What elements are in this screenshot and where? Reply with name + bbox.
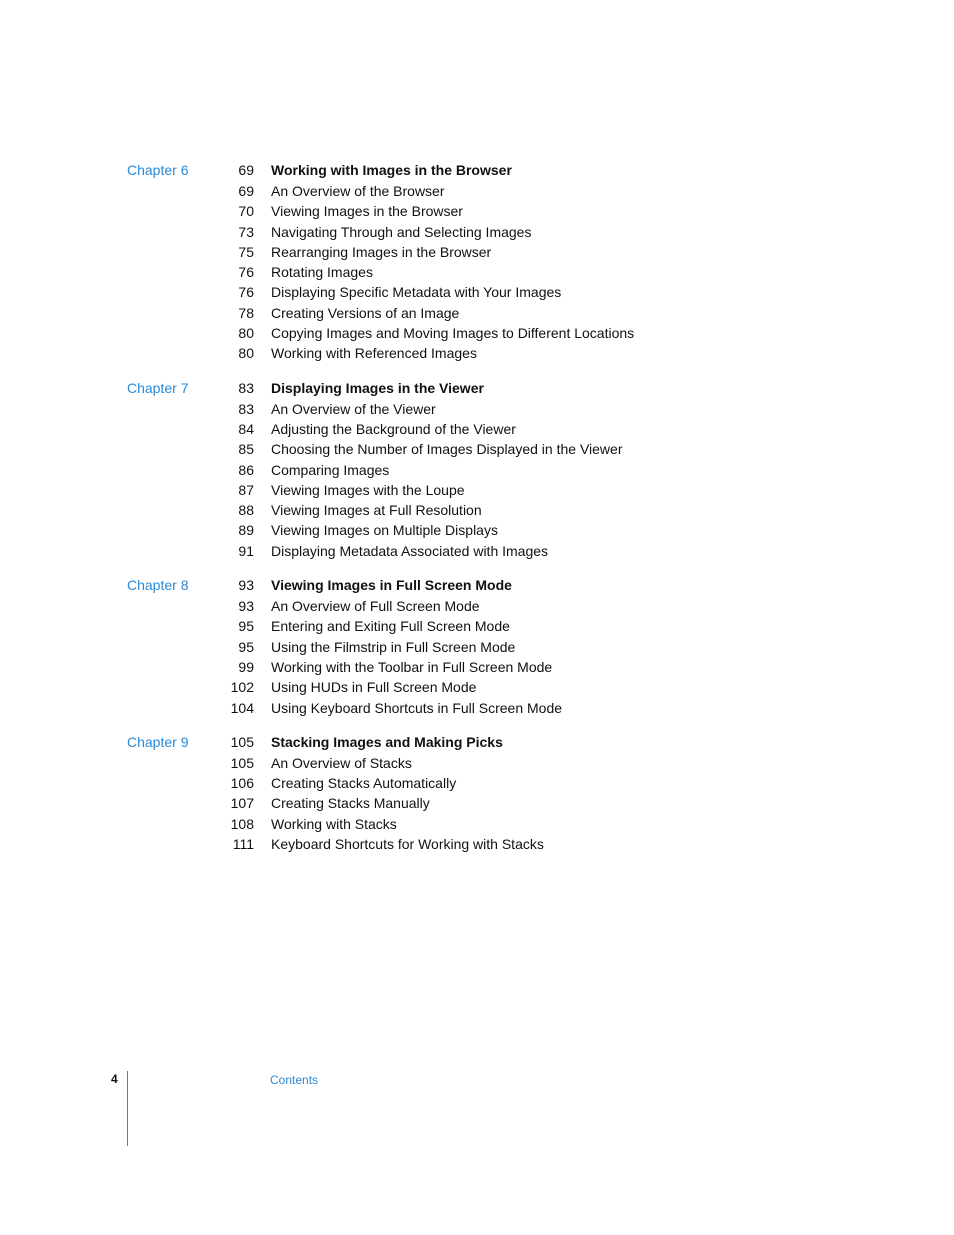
- chapter-label[interactable]: Chapter 9: [127, 733, 189, 750]
- toc-entry-row[interactable]: [0, 460, 954, 480]
- toc-entry-row[interactable]: [0, 419, 954, 439]
- toc-page-number: 80: [238, 325, 254, 342]
- toc-entry-title[interactable]: Rearranging Images in the Browser: [271, 243, 492, 260]
- chapter-label[interactable]: Chapter 7: [127, 379, 189, 396]
- chapter-title[interactable]: Viewing Images in Full Screen Mode: [271, 577, 512, 594]
- toc-page-number: 69: [238, 183, 254, 199]
- toc-page-number: 86: [238, 461, 254, 478]
- toc-entry-title[interactable]: Using the Filmstrip in Full Screen Mode: [271, 638, 516, 655]
- toc-page-number: 75: [238, 243, 254, 260]
- chapter-title[interactable]: Stacking Images and Making Picks: [271, 733, 503, 750]
- toc-entry-row[interactable]: [0, 814, 954, 834]
- toc-entry-row[interactable]: [0, 657, 954, 677]
- toc-entry-row[interactable]: [0, 282, 954, 302]
- toc-page-number: 78: [238, 304, 254, 321]
- toc-page-number: 99: [238, 658, 254, 675]
- toc-entry-title[interactable]: Viewing Images at Full Resolution: [271, 502, 482, 519]
- toc-entry-row[interactable]: [0, 262, 954, 282]
- toc-entry-title[interactable]: Comparing Images: [271, 461, 390, 478]
- chapter-section: [0, 575, 954, 718]
- toc-entry-row[interactable]: [0, 834, 954, 854]
- toc-entry-title[interactable]: Copying Images and Moving Images to Different Locations: [271, 325, 635, 342]
- toc-entry-title[interactable]: Working with Referenced Images: [271, 345, 477, 362]
- toc-entry-title[interactable]: Viewing Images with the Loupe: [271, 481, 465, 498]
- toc-entry-row[interactable]: [0, 637, 954, 657]
- toc-page-number: 69: [238, 162, 254, 178]
- toc-page-number: 87: [238, 481, 254, 498]
- toc-page-number: 83: [238, 379, 254, 396]
- toc-page-number: 76: [238, 264, 254, 281]
- chapter-heading-row[interactable]: [0, 378, 954, 399]
- toc-page-number: 85: [238, 441, 254, 458]
- toc-entry-title[interactable]: Rotating Images: [271, 264, 373, 281]
- toc-entry-row[interactable]: [0, 793, 954, 813]
- toc-entry-row[interactable]: [0, 698, 954, 718]
- toc-entry-row[interactable]: [0, 222, 954, 242]
- toc-entry-row[interactable]: [0, 616, 954, 636]
- toc-entry-row[interactable]: [0, 541, 954, 561]
- toc-entry-row[interactable]: [0, 303, 954, 323]
- toc-entry-title[interactable]: Working with the Toolbar in Full Screen Mode: [271, 658, 553, 675]
- toc-entry-row[interactable]: [0, 480, 954, 500]
- chapter-heading-row[interactable]: [0, 575, 954, 596]
- chapter-label[interactable]: Chapter 8: [127, 577, 189, 594]
- toc-page-number: 91: [238, 542, 254, 559]
- table-of-contents: [0, 160, 954, 854]
- chapter-heading-row[interactable]: [0, 732, 954, 753]
- toc-page-number: 105: [230, 754, 254, 771]
- chapter-section: [0, 378, 954, 561]
- chapter-title[interactable]: Displaying Images in the Viewer: [271, 379, 484, 396]
- toc-entry-title[interactable]: Using Keyboard Shortcuts in Full Screen Mode: [271, 699, 563, 716]
- toc-page-number: 88: [238, 502, 254, 519]
- toc-entry-row[interactable]: [0, 677, 954, 697]
- toc-page-number: 76: [238, 284, 254, 301]
- toc-entry-row[interactable]: [0, 500, 954, 520]
- toc-page-number: 111: [232, 836, 254, 853]
- toc-entry-row[interactable]: [0, 596, 954, 616]
- toc-entry-title[interactable]: Using HUDs in Full Screen Mode: [271, 679, 477, 696]
- toc-entry-row[interactable]: [0, 753, 954, 773]
- page-number: 4: [111, 1072, 118, 1086]
- toc-page-number: 108: [230, 815, 254, 832]
- footer-divider: [127, 1071, 128, 1146]
- toc-entry-title[interactable]: Working with Stacks: [271, 815, 397, 832]
- chapter-section: [0, 732, 954, 854]
- toc-page-number: 95: [238, 638, 254, 655]
- toc-page-number: 95: [238, 618, 254, 635]
- toc-entry-row[interactable]: [0, 242, 954, 262]
- toc-entry-row[interactable]: [0, 323, 954, 343]
- toc-entry-title[interactable]: Choosing the Number of Images Displayed in the Viewer: [271, 441, 623, 458]
- toc-entry-title[interactable]: An Overview of the Browser: [271, 183, 445, 199]
- toc-entry-row[interactable]: [0, 439, 954, 459]
- toc-entry-title[interactable]: Navigating Through and Selecting Images: [271, 223, 532, 240]
- toc-entry-row[interactable]: [0, 520, 954, 540]
- toc-entry-title[interactable]: An Overview of the Viewer: [271, 400, 436, 417]
- toc-page-number: 107: [230, 795, 254, 812]
- toc-page-number: 104: [230, 699, 254, 716]
- toc-page-number: 80: [238, 345, 254, 362]
- toc-page-number: 73: [238, 223, 254, 240]
- toc-entry-title[interactable]: Creating Versions of an Image: [271, 304, 460, 321]
- toc-entry-title[interactable]: Viewing Images on Multiple Displays: [271, 522, 498, 539]
- chapter-section: [0, 160, 954, 364]
- chapter-heading-row[interactable]: [0, 160, 954, 181]
- toc-entry-row[interactable]: [0, 399, 954, 419]
- toc-page-number: 84: [238, 420, 254, 437]
- toc-entry-title[interactable]: An Overview of Stacks: [271, 754, 412, 771]
- toc-entry-title[interactable]: Keyboard Shortcuts for Working with Stacks: [271, 836, 544, 853]
- toc-page-number: 93: [238, 598, 254, 615]
- toc-page-number: 105: [230, 733, 254, 750]
- toc-entry-title[interactable]: Adjusting the Background of the Viewer: [271, 420, 516, 437]
- toc-entry-title[interactable]: Creating Stacks Automatically: [271, 775, 457, 792]
- toc-page-number: 106: [230, 775, 254, 792]
- toc-entry-row[interactable]: [0, 201, 954, 221]
- toc-entry-title[interactable]: Entering and Exiting Full Screen Mode: [271, 618, 510, 635]
- toc-page-number: 70: [238, 203, 254, 220]
- chapter-label[interactable]: Chapter 6: [127, 162, 189, 178]
- toc-entry-row[interactable]: [0, 773, 954, 793]
- footer-section-label: Contents: [270, 1073, 319, 1087]
- toc-page-number: 89: [238, 522, 254, 539]
- toc-page-number: 93: [238, 577, 254, 594]
- toc-entry-title[interactable]: Displaying Specific Metadata with Your Images: [271, 284, 562, 301]
- toc-entry-title[interactable]: An Overview of Full Screen Mode: [271, 598, 480, 615]
- toc-entry-row[interactable]: [0, 343, 954, 363]
- toc-entry-title[interactable]: Displaying Metadata Associated with Images: [271, 542, 549, 559]
- toc-entry-title[interactable]: Creating Stacks Manually: [271, 795, 430, 812]
- toc-page-number: 102: [230, 679, 254, 696]
- chapter-title[interactable]: Working with Images in the Browser: [271, 162, 512, 178]
- toc-entry-title[interactable]: Viewing Images in the Browser: [271, 203, 463, 220]
- toc-entry-row[interactable]: [0, 181, 954, 201]
- toc-page-number: 83: [238, 400, 254, 417]
